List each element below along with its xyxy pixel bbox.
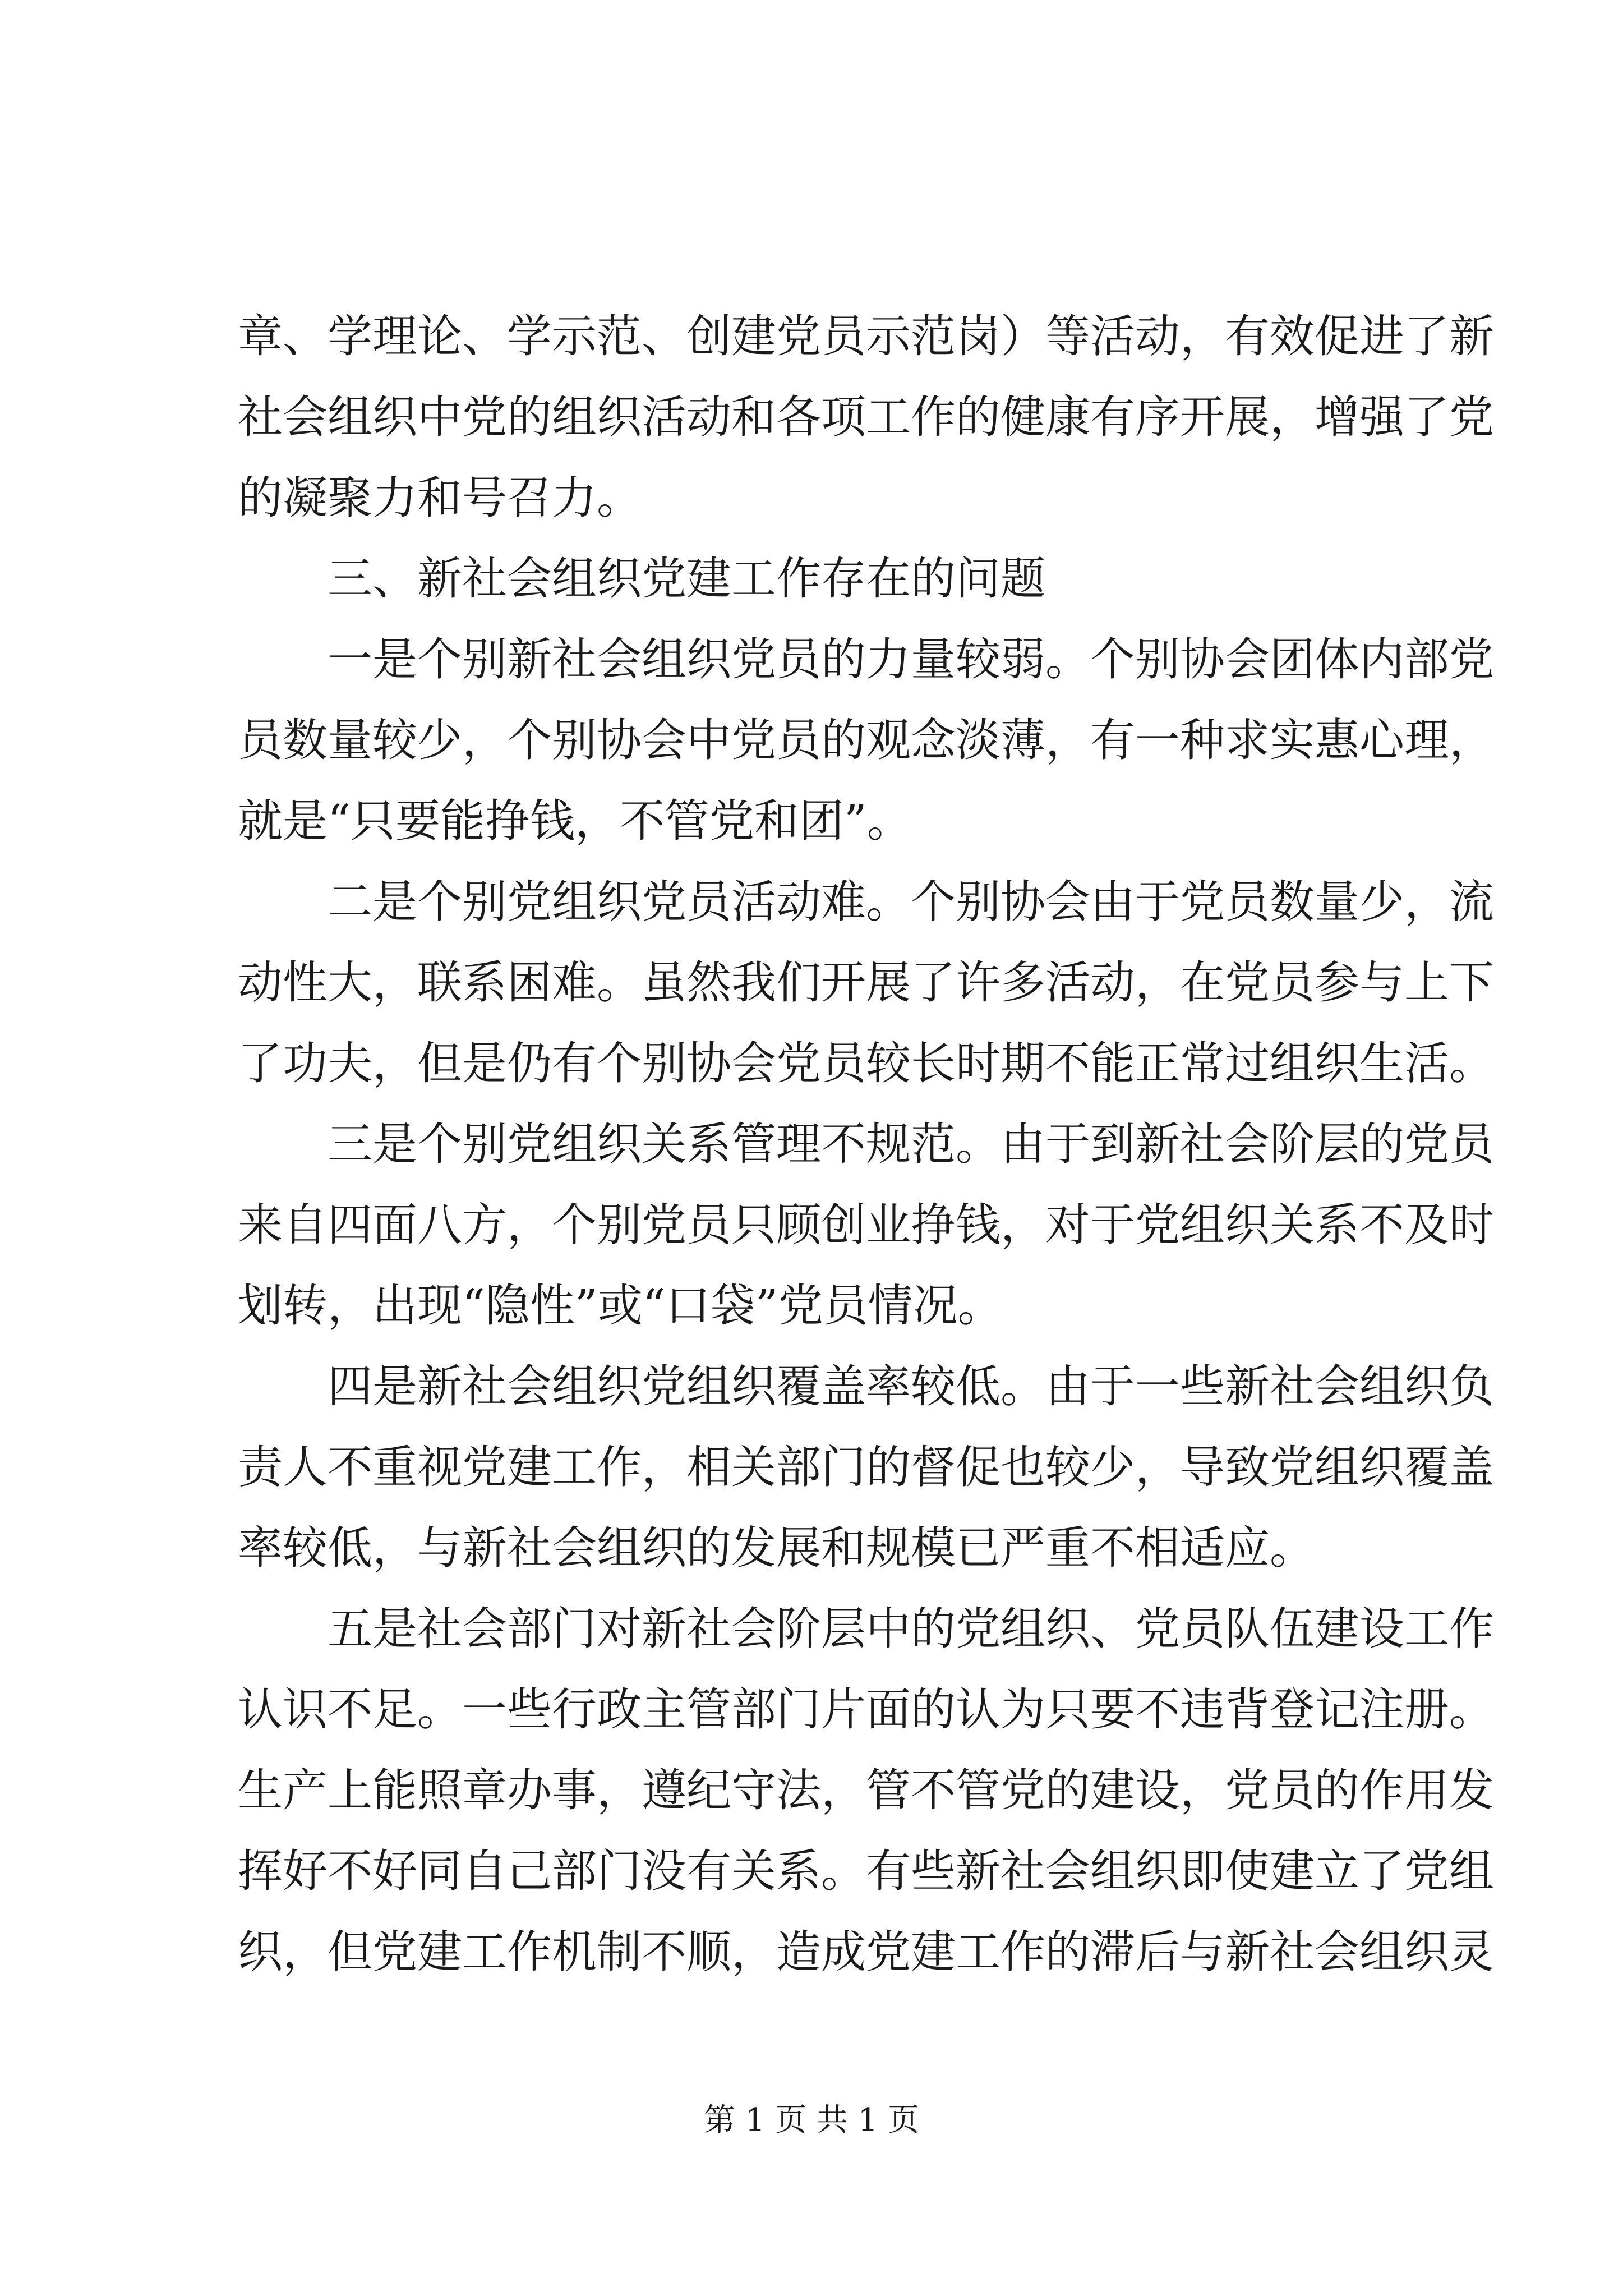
text-line: 章、学理论、学示范、创建党员示范岗）等活动，有效促进了新	[238, 310, 1494, 362]
text-line: 三是个别党组织关系管理不规范。由于到新社会阶层的党员	[328, 1118, 1494, 1170]
document-body	[238, 296, 1494, 1993]
page-footer	[0, 2101, 1623, 2140]
text-line: 三、新社会组织党建工作存在的问题	[328, 553, 1045, 605]
text-line: 生产上能照章办事，遵纪守法，管不管党的建设，党员的作用发	[238, 1764, 1494, 1816]
text-line: 二是个别党组织党员活动难。个别协会由于党员数量少，流	[328, 876, 1494, 928]
text-line: 动性大，联系困难。虽然我们开展了许多活动，在党员参与上下	[238, 956, 1494, 1009]
text-line: 率较低，与新社会组织的发展和规模已严重不相适应。	[238, 1522, 1315, 1574]
page-number-label: 第 1 页 共 1 页	[703, 2102, 920, 2138]
text-line: 的凝聚力和号召力。	[238, 472, 642, 524]
text-line: 就是“只要能挣钱，不管党和团”。	[238, 795, 912, 847]
text-line: 认识不足。一些行政主管部门片面的认为只要不违背登记注册。	[238, 1683, 1494, 1736]
text-line: 五是社会部门对新社会阶层中的党组织、党员队伍建设工作	[328, 1603, 1494, 1655]
text-line: 四是新社会组织党组织覆盖率较低。由于一些新社会组织负	[328, 1360, 1494, 1412]
text-line: 责人不重视党建工作，相关部门的督促也较少，导致党组织覆盖	[238, 1441, 1494, 1493]
text-line: 来自四面八方，个别党员只顾创业挣钱，对于党组织关系不及时	[238, 1199, 1494, 1251]
text-line: 织，但党建工作机制不顺，造成党建工作的滞后与新社会组织灵	[238, 1926, 1494, 1978]
text-line: 一是个别新社会组织党员的力量较弱。个别协会团体内部党	[328, 633, 1494, 685]
text-line: 划转，出现“隐性”或“口袋”党员情况。	[238, 1280, 1003, 1332]
text-line: 了功夫，但是仍有个别协会党员较长时期不能正常过组织生活。	[238, 1037, 1494, 1089]
text-line: 员数量较少，个别协会中党员的观念淡薄，有一种求实惠心理，	[238, 714, 1494, 766]
text-line: 社会组织中党的组织活动和各项工作的健康有序开展，增强了党	[238, 391, 1494, 443]
text-line: 挥好不好同自己部门没有关系。有些新社会组织即使建立了党组	[238, 1845, 1494, 1897]
